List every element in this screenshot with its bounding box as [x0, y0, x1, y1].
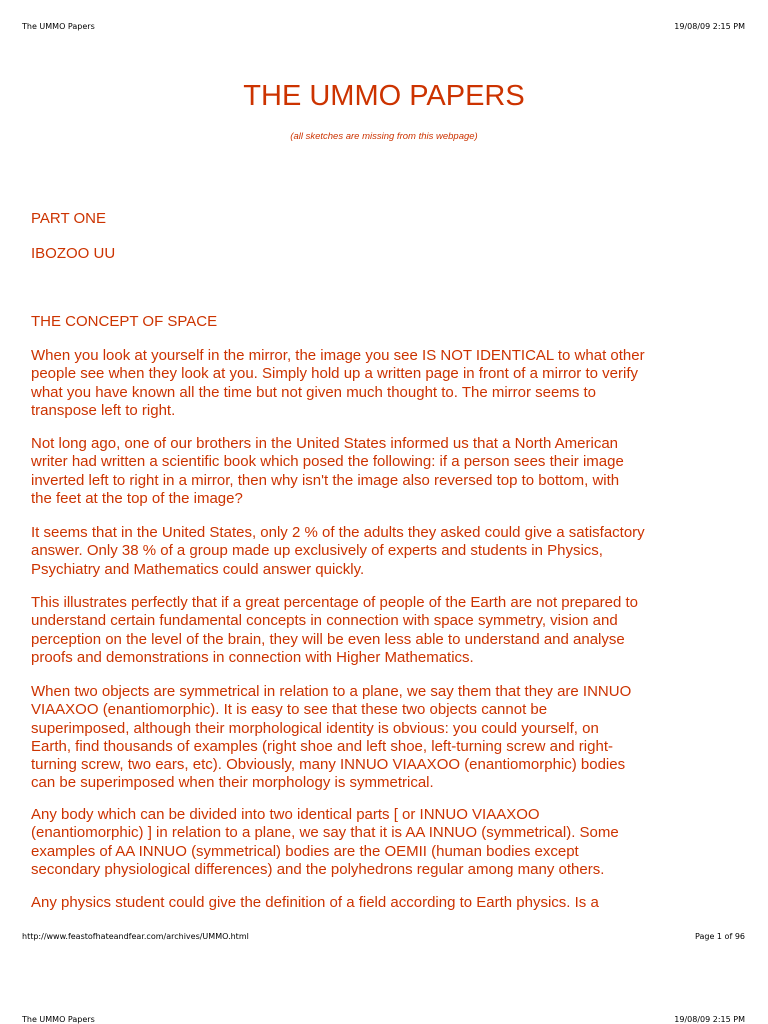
- text-line: When you look at yourself in the mirror, the image you see IS NOT IDENTICAL to what other: [31, 347, 645, 364]
- text-line: VIAAXOO (enantiomorphic). It is easy to see that these two objects cannot be: [31, 701, 548, 719]
- topic-heading: THE CONCEPT OF SPACE: [31, 313, 218, 330]
- next-page-header-title: The UMMO Papers: [22, 1015, 95, 1024]
- text-line: Psychiatry and Mathematics could answer quickly.: [31, 560, 365, 578]
- text-line: inverted left to right in a mirror, then why isn't the image also reversed top to bottom, with: [31, 471, 620, 489]
- print-header-datetime: 19/08/09 2:15 PM: [674, 22, 745, 31]
- text-line: writer had written a scientific book which posed the following: if a person sees their image: [31, 453, 624, 471]
- part-heading: PART ONE: [31, 210, 107, 227]
- text-line: Not long ago, one of our brothers in the United States informed us that a North American: [31, 435, 618, 452]
- paragraph-survey-results: [31, 524, 741, 579]
- text-line: This illustrates perfectly that if a great percentage of people of the Earth are not prepared to: [31, 594, 639, 611]
- print-footer-url: http://www.feastofhateandfear.com/archives/UMMO.html: [22, 932, 249, 941]
- text-line: Any body which can be divided into two identical parts [ or INNUO VIAAXOO: [31, 806, 540, 823]
- section-heading: IBOZOO UU: [31, 245, 116, 262]
- text-line: (enantiomorphic) ] in relation to a plane, we say that it is AA INNUO (symmetrical). Some: [31, 824, 619, 842]
- text-line: answer. Only 38 % of a group made up exclusively of experts and students in Physics,: [31, 542, 603, 560]
- text-line: the feet at the top of the image?: [31, 489, 243, 507]
- text-line: secondary physiological differences) and the polyhedrons regular among many others.: [31, 860, 605, 878]
- text-line: superimposed, although their morphological identity is obvious: you could yourself, on: [31, 719, 599, 737]
- text-line: turning screw, two ears, etc). Obviously, many INNUO VIAAXOO (enantiomorphic) bodies: [31, 756, 626, 774]
- print-footer-page-number: Page 1 of 96: [695, 932, 745, 941]
- text-line: people see when they look at you. Simply hold up a written page in front of a mirror to verify: [31, 365, 638, 383]
- text-line: When two objects are symmetrical in relation to a plane, we say them that they are INNUO: [31, 683, 632, 700]
- text-line: Earth, find thousands of examples (right shoe and left shoe, left-turning screw and right-: [31, 737, 613, 755]
- paragraph-innuo-viaaxoo: [31, 683, 741, 793]
- text-line: examples of AA INNUO (symmetrical) bodies are the OEMII (human bodies except: [31, 842, 579, 860]
- text-line: proofs and demonstrations in connection with Higher Mathematics.: [31, 648, 474, 666]
- paragraph-mirror-image: [31, 347, 741, 420]
- page-subtitle: (all sketches are missing from this webpage): [290, 131, 478, 142]
- text-line: It seems that in the United States, only 2 % of the adults they asked could give a satisfactory: [31, 524, 645, 541]
- paragraph-aa-innuo: [31, 806, 741, 879]
- next-page-header-datetime: 19/08/09 2:15 PM: [674, 1015, 745, 1024]
- paragraph-north-american-writer: [31, 435, 741, 508]
- text-line: what you have known all the time but not given much thought to. The mirror seems to: [31, 383, 597, 401]
- text-line: transpose left to right.: [31, 401, 176, 419]
- page-title: THE UMMO PAPERS: [243, 80, 525, 112]
- print-header-title: The UMMO Papers: [22, 22, 95, 31]
- paragraph-field-definition: [31, 894, 741, 912]
- text-line: perception on the level of the brain, they will be even less able to understand and analyse: [31, 630, 625, 648]
- text-line: understand certain fundamental concepts in connection with space symmetry, vision and: [31, 612, 618, 630]
- text-line: can be superimposed when their morphology is symmetrical.: [31, 774, 434, 792]
- paragraph-space-symmetry: [31, 594, 741, 667]
- text-line: Any physics student could give the definition of a field according to Earth physics. Is a: [31, 894, 599, 911]
